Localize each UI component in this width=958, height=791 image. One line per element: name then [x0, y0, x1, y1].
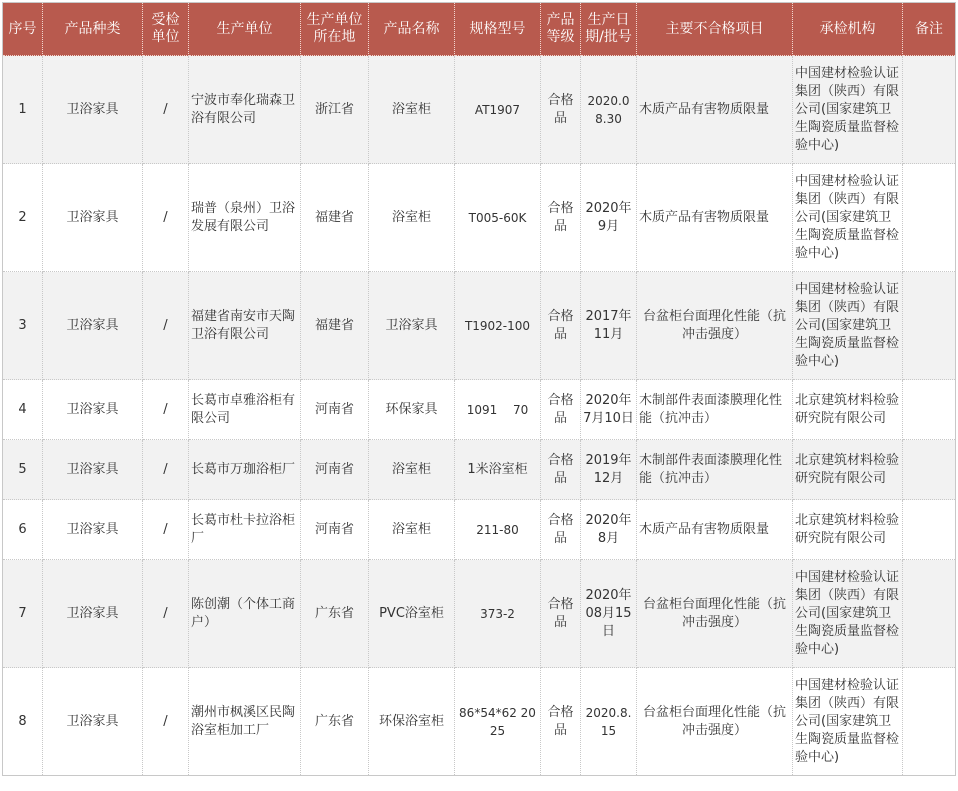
inspection-results-table — [2, 2, 956, 776]
cell-defect: 木质产品有害物质限量 — [637, 56, 793, 164]
header-date: 生产日期/批号 — [581, 3, 637, 56]
cell-date: 2017年11月 — [581, 272, 637, 380]
cell-date: 2020年7月10日 — [581, 380, 637, 440]
cell-date: 2020.08.30 — [581, 56, 637, 164]
cell-agency: 中国建材检验认证集团（陕西）有限公司(国家建筑卫生陶瓷质量监督检验中心) — [793, 56, 903, 164]
cell-grade: 合格品 — [541, 56, 581, 164]
cell-manufacturer: 潮州市枫溪区民陶浴室柜加工厂 — [189, 668, 301, 776]
cell-category: 卫浴家具 — [43, 440, 143, 500]
cell-grade: 合格品 — [541, 668, 581, 776]
cell-model: 373-2 — [455, 560, 541, 668]
cell-product: 卫浴家具 — [369, 272, 455, 380]
cell-note — [903, 272, 956, 380]
cell-defect: 台盆柜台面理化性能（抗冲击强度） — [637, 668, 793, 776]
cell-location: 福建省 — [301, 164, 369, 272]
cell-manufacturer: 福建省南安市天陶卫浴有限公司 — [189, 272, 301, 380]
cell-defect: 木制部件表面漆膜理化性能（抗冲击） — [637, 380, 793, 440]
cell-agency: 中国建材检验认证集团（陕西）有限公司(国家建筑卫生陶瓷质量监督检验中心) — [793, 272, 903, 380]
table-row — [3, 668, 956, 776]
cell-product: 浴室柜 — [369, 500, 455, 560]
cell-agency: 中国建材检验认证集团（陕西）有限公司(国家建筑卫生陶瓷质量监督检验中心) — [793, 164, 903, 272]
cell-grade: 合格品 — [541, 440, 581, 500]
cell-category: 卫浴家具 — [43, 272, 143, 380]
cell-category: 卫浴家具 — [43, 560, 143, 668]
cell-date: 2020年8月 — [581, 500, 637, 560]
cell-category: 卫浴家具 — [43, 380, 143, 440]
header-inspected-unit: 受检单位 — [143, 3, 189, 56]
cell-category: 卫浴家具 — [43, 500, 143, 560]
cell-product: 浴室柜 — [369, 56, 455, 164]
cell-agency: 中国建材检验认证集团（陕西）有限公司(国家建筑卫生陶瓷质量监督检验中心) — [793, 668, 903, 776]
cell-inspected-unit: / — [143, 164, 189, 272]
cell-category: 卫浴家具 — [43, 164, 143, 272]
table-row — [3, 56, 956, 164]
cell-agency: 北京建筑材料检验研究院有限公司 — [793, 440, 903, 500]
cell-defect: 台盆柜台面理化性能（抗冲击强度） — [637, 272, 793, 380]
cell-defect: 木质产品有害物质限量 — [637, 164, 793, 272]
table-row — [3, 164, 956, 272]
cell-grade: 合格品 — [541, 164, 581, 272]
cell-location: 广东省 — [301, 668, 369, 776]
cell-note — [903, 560, 956, 668]
cell-seq: 2 — [3, 164, 43, 272]
cell-product: 浴室柜 — [369, 440, 455, 500]
cell-date: 2019年12月 — [581, 440, 637, 500]
cell-manufacturer: 宁波市奉化瑞森卫浴有限公司 — [189, 56, 301, 164]
cell-location: 河南省 — [301, 440, 369, 500]
table-row — [3, 560, 956, 668]
cell-seq: 5 — [3, 440, 43, 500]
cell-note — [903, 500, 956, 560]
cell-manufacturer: 长葛市卓雅浴柜有限公司 — [189, 380, 301, 440]
cell-category: 卫浴家具 — [43, 668, 143, 776]
header-manufacturer: 生产单位 — [189, 3, 301, 56]
cell-location: 广东省 — [301, 560, 369, 668]
table-row — [3, 380, 956, 440]
cell-grade: 合格品 — [541, 380, 581, 440]
header-grade: 产品等级 — [541, 3, 581, 56]
cell-agency: 中国建材检验认证集团（陕西）有限公司(国家建筑卫生陶瓷质量监督检验中心) — [793, 560, 903, 668]
cell-location: 浙江省 — [301, 56, 369, 164]
cell-inspected-unit: / — [143, 500, 189, 560]
cell-product: 环保浴室柜 — [369, 668, 455, 776]
cell-seq: 6 — [3, 500, 43, 560]
cell-manufacturer: 陈创潮（个体工商户） — [189, 560, 301, 668]
header-note: 备注 — [903, 3, 956, 56]
header-model: 规格型号 — [455, 3, 541, 56]
cell-model: AT1907 — [455, 56, 541, 164]
cell-inspected-unit: / — [143, 668, 189, 776]
cell-category: 卫浴家具 — [43, 56, 143, 164]
cell-manufacturer: 长葛市杜卡拉浴柜厂 — [189, 500, 301, 560]
cell-date: 2020.8.15 — [581, 668, 637, 776]
header-agency: 承检机构 — [793, 3, 903, 56]
table-row — [3, 272, 956, 380]
cell-inspected-unit: / — [143, 56, 189, 164]
cell-manufacturer: 长葛市万珈浴柜厂 — [189, 440, 301, 500]
cell-inspected-unit: / — [143, 440, 189, 500]
cell-note — [903, 56, 956, 164]
cell-model: T1902-100 — [455, 272, 541, 380]
cell-defect: 木质产品有害物质限量 — [637, 500, 793, 560]
header-defect: 主要不合格项目 — [637, 3, 793, 56]
cell-product: 浴室柜 — [369, 164, 455, 272]
header-seq: 序号 — [3, 3, 43, 56]
cell-date: 2020年08月15日 — [581, 560, 637, 668]
cell-grade: 合格品 — [541, 272, 581, 380]
header-location: 生产单位所在地 — [301, 3, 369, 56]
cell-note — [903, 440, 956, 500]
cell-model: 1091 70 — [455, 380, 541, 440]
cell-product: PVC浴室柜 — [369, 560, 455, 668]
table-row — [3, 500, 956, 560]
cell-location: 河南省 — [301, 380, 369, 440]
cell-note — [903, 164, 956, 272]
cell-date: 2020年9月 — [581, 164, 637, 272]
cell-inspected-unit: / — [143, 380, 189, 440]
cell-note — [903, 380, 956, 440]
cell-inspected-unit: / — [143, 560, 189, 668]
cell-product: 环保家具 — [369, 380, 455, 440]
cell-seq: 3 — [3, 272, 43, 380]
table-row — [3, 440, 956, 500]
cell-location: 福建省 — [301, 272, 369, 380]
cell-defect: 台盆柜台面理化性能（抗冲击强度） — [637, 560, 793, 668]
cell-grade: 合格品 — [541, 500, 581, 560]
cell-agency: 北京建筑材料检验研究院有限公司 — [793, 380, 903, 440]
cell-seq: 7 — [3, 560, 43, 668]
cell-model: 86*54*62 2025 — [455, 668, 541, 776]
cell-manufacturer: 瑞普（泉州）卫浴发展有限公司 — [189, 164, 301, 272]
cell-seq: 4 — [3, 380, 43, 440]
cell-note — [903, 668, 956, 776]
cell-defect: 木制部件表面漆膜理化性能（抗冲击） — [637, 440, 793, 500]
cell-model: T005-60K — [455, 164, 541, 272]
header-category: 产品种类 — [43, 3, 143, 56]
cell-model: 1米浴室柜 — [455, 440, 541, 500]
cell-seq: 1 — [3, 56, 43, 164]
cell-seq: 8 — [3, 668, 43, 776]
cell-location: 河南省 — [301, 500, 369, 560]
cell-inspected-unit: / — [143, 272, 189, 380]
cell-agency: 北京建筑材料检验研究院有限公司 — [793, 500, 903, 560]
header-row — [3, 3, 956, 56]
header-product: 产品名称 — [369, 3, 455, 56]
cell-model: 211-80 — [455, 500, 541, 560]
cell-grade: 合格品 — [541, 560, 581, 668]
